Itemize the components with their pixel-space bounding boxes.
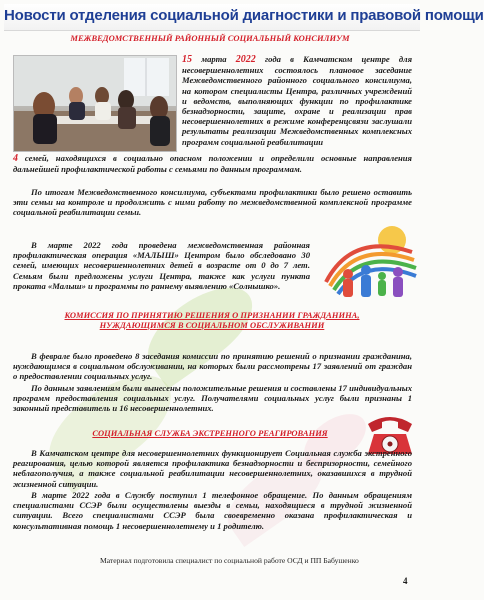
section-title-emergency-service: СОЦИАЛЬНАЯ СЛУЖБА ЭКСТРЕННОГО РЕАГИРОВАНИЯ (92, 428, 328, 438)
consilium-paragraph-1 (182, 54, 412, 153)
meeting-date-month: марта (192, 54, 236, 64)
consilium-text-end: семей, находящихся в социально опасном положении и определили основные направления дальнейшей профилактической работы с семьями по данным программам. (13, 153, 412, 175)
meeting-date-year: 2022 (235, 54, 256, 65)
section-title-consilium: МЕЖВЕДОМСТВЕННЫЙ РАЙОННЫЙ СОЦИАЛЬНЫЙ КОНСИЛИУМ (70, 33, 350, 43)
commission-paragraph-2: По данным заявлениям были вынесены положительные решения и составлены 17 индивидуальных программ предоставления социальных услуг. Получателями социальных услуг были признаны 1 законный представитель и 16 несовершеннолетних. (13, 383, 412, 414)
consilium-text: года в Камчатском центре для несовершеннолетних состоялось плановое заседание Межведомственного районного социального консилиума, на котором специалисты Центра, различных учреждений и ведомств, выполняющих функции по профилактике безнадзорности, защите, охране и реализации прав несовершеннолетних в режиме конференцсвязи заслушали результаты реализации Межведомственных комплексных программ социальной реабилитации (182, 54, 412, 147)
header-banner (4, 4, 484, 31)
prepared-by-note: Материал подготовила специалист по социальной работе ОСД и ПП Бабушенко (100, 556, 359, 565)
emergency-service-paragraph-2: В марте 2022 года в Службу поступил 1 телефонное обращение. По данным обращениям специалистами ССЭР были осуществлены выезды в семьи, находящиеся в трудной жизненной ситуации. Всего специалистами ССЭР была своевременно оказана профилактическая и консультативная помощь 1 несовершеннолетнему и 1 родителю. (13, 490, 412, 531)
meeting-photo (13, 55, 177, 152)
commission-paragraph-1: В феврале было проведено 8 заседания комиссии по принятию решений о признании гражданина, нуждающимся в социальном обслуживании, на которых были рассмотрены 17 заявлений от граждан о предоставлении социальных услуг. (13, 351, 412, 382)
operation-malysh-paragraph: В марте 2022 года проведена межведомственная районная профилактическая операция «МАЛЫШ» Центром было обследовано 30 семей, имеющих несовершеннолетних детей в возрасте от 0 до 7 лет. Семьям были предложены услуги Центра, также как услуги пункта проката «Малыш» и программы по раннему выявлению «Солнышко». (13, 240, 310, 291)
page-number: 4 (403, 576, 408, 586)
page-title: Новости отделения социальной диагностики и правовой помощи (4, 7, 484, 24)
meeting-photo-illustration (14, 56, 176, 151)
family-illustration (322, 222, 418, 304)
emergency-service-paragraph-1: В Камчатском центре для несовершеннолетних функционирует Социальная служба экстренного реагирования, целью которой является профилактика безнадзорности и беспризорности, семейного неблагополучия, а также социальной реабилитации несовершеннолетних, оказавшихся в трудной жизненной ситуации. (13, 448, 412, 489)
consilium-paragraph-1-continued (13, 153, 412, 174)
meeting-date-day: 15 (182, 54, 192, 65)
families-count: 4 (13, 153, 18, 164)
section-title-commission: КОМИССИЯ ПО ПРИНЯТИЮ РЕШЕНИЯ О ПРИЗНАНИИ ГРАЖДАНИНА, НУЖДАЮЩИМСЯ В СОЦИАЛЬНОМ ОБСЛУЖИВАНИИ (64, 310, 360, 330)
consilium-paragraph-2: По итогам Межведомственного консилиума, субъектами профилактики было решено оставить эти семьи на контроле и продолжить с ними работу по межведомственной комплексной программе социальной реабилитации семьи. (13, 187, 412, 218)
